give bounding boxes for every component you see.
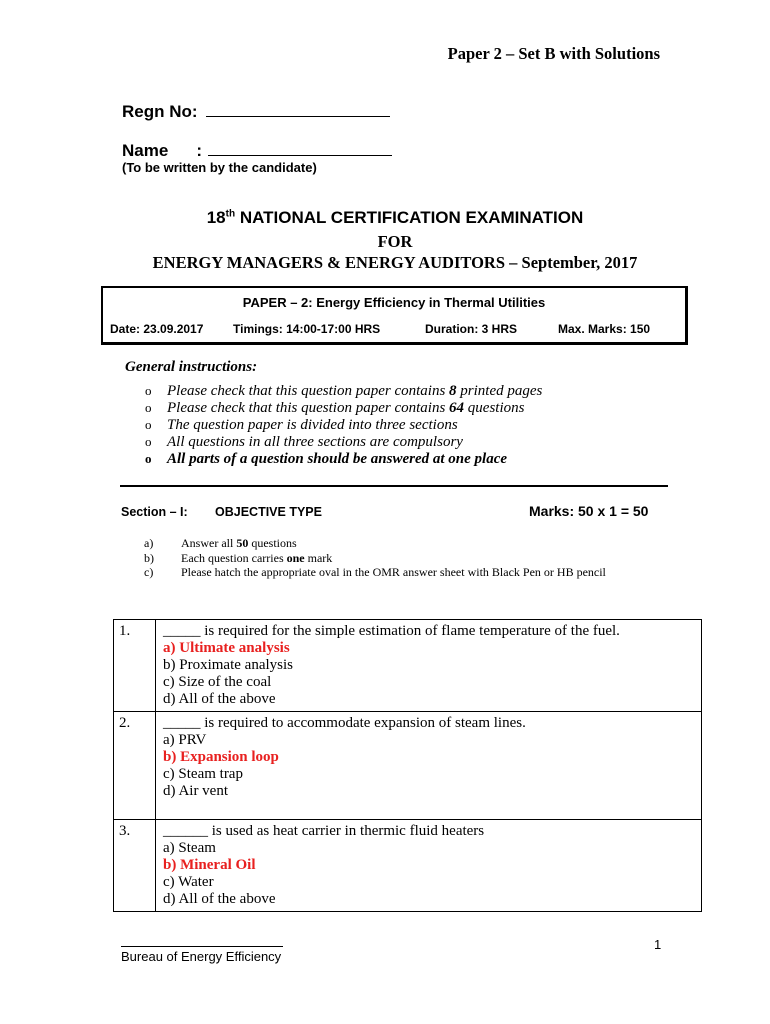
name-colon: :: [196, 141, 202, 160]
option-letter: c): [163, 874, 175, 890]
instruction-text: All parts of a question should be answered at one place: [167, 451, 508, 467]
general-instructions-heading: General instructions:: [125, 359, 258, 375]
exam-title-number: 18: [206, 208, 226, 227]
option-letter: a): [163, 732, 175, 748]
question-number: 1.: [114, 620, 156, 712]
instruction-text: Each question carries: [181, 550, 287, 565]
section-instruction-item: [144, 551, 606, 566]
exam-subtitle: ENERGY MANAGERS & ENERGY AUDITORS – September, 2017: [152, 253, 638, 272]
bullet-icon: o: [145, 417, 152, 432]
option-text: Size of the coal: [178, 674, 272, 690]
instruction-text-end: printed pages: [456, 383, 543, 399]
option-letter: d): [163, 783, 176, 799]
question-row: [114, 620, 702, 712]
regn-no-label: Regn No:: [122, 102, 198, 121]
question-text: ______ is used as heat carrier in thermic fluid heaters: [163, 823, 485, 839]
correct-option: [163, 640, 701, 657]
instruction-text: The question paper is divided into three sections: [167, 417, 458, 433]
option-letter: d): [163, 691, 176, 707]
option-text: Water: [178, 874, 214, 890]
instruction-letter: c): [144, 565, 154, 579]
page-number: 1: [654, 937, 662, 952]
candidate-note: (To be written by the candidate): [122, 160, 317, 175]
question-number: 2.: [114, 712, 156, 820]
section-divider: [120, 485, 668, 487]
questions-table: [113, 619, 702, 912]
option-letter: b): [163, 657, 176, 673]
footer-rule: [121, 946, 283, 947]
exam-timings: Timings: 14:00-17:00 HRS: [233, 322, 381, 336]
option: [163, 657, 701, 674]
exam-for: FOR: [377, 232, 413, 251]
footer-organization: Bureau of Energy Efficiency: [121, 949, 282, 964]
question-text: _____ is required to accommodate expansion of steam lines.: [163, 715, 526, 731]
section-label: Section – I:: [121, 505, 188, 519]
instruction-text: All questions in all three sections are compulsory: [167, 434, 463, 450]
bullet-icon: o: [145, 434, 152, 449]
bullet-icon: o: [145, 451, 152, 466]
option-text: Steam: [178, 840, 216, 856]
question-row: [114, 712, 702, 820]
option-letter: c): [163, 766, 175, 782]
question-text: _____ is required for the simple estimation of flame temperature of the fuel.: [163, 623, 620, 639]
correct-option: [163, 749, 701, 766]
option-letter: c): [163, 674, 175, 690]
option: [163, 691, 701, 708]
name-field: [122, 141, 392, 161]
regn-no-blank: [206, 104, 390, 117]
option-text: Proximate analysis: [179, 657, 293, 673]
instruction-text: Please check that this question paper contains: [167, 383, 450, 399]
exam-title-ordinal: th: [225, 208, 236, 220]
instruction-item: [145, 417, 542, 434]
paper-title: PAPER – 2: Energy Efficiency in Thermal Utilities: [242, 295, 546, 310]
name-label: Name: [122, 141, 169, 160]
section-instruction-item: [144, 536, 606, 551]
instruction-text: Please check that this question paper contains: [167, 400, 450, 416]
regn-no-field: [122, 102, 390, 122]
option-text: Ultimate analysis: [179, 640, 290, 656]
option: [163, 783, 701, 800]
option-text: PRV: [178, 732, 207, 748]
option: [163, 766, 701, 783]
option: [163, 840, 701, 857]
instruction-text-end: questions: [248, 536, 297, 550]
question-body: [156, 620, 702, 712]
instruction-emphasis: 50: [236, 536, 249, 550]
option-text: All of the above: [178, 691, 276, 707]
instruction-emphasis: 64: [449, 400, 465, 416]
option-letter: a): [163, 840, 175, 856]
option: [163, 674, 701, 691]
question-row: [114, 820, 702, 912]
paper-info-box: [101, 286, 688, 345]
bullet-icon: o: [145, 383, 152, 398]
instruction-text-end: questions: [464, 400, 525, 416]
option-text: All of the above: [178, 891, 276, 907]
option-text: Air vent: [178, 783, 229, 799]
question-body: [156, 820, 702, 912]
instruction-emphasis: 8: [449, 383, 457, 399]
option-letter: b): [163, 749, 177, 765]
instruction-item: [145, 383, 542, 400]
instruction-text: Please hatch the appropriate oval in the OMR answer sheet with Black Pen or HB pencil: [181, 565, 606, 579]
section-instructions: [144, 536, 606, 580]
section-instruction-item: [144, 565, 606, 580]
option: [163, 732, 701, 749]
option-text: Mineral Oil: [180, 857, 256, 873]
option-letter: a): [163, 640, 176, 656]
paper-set-title: Paper 2 – Set B with Solutions: [447, 44, 660, 63]
section-marks: Marks: 50 x 1 = 50: [529, 503, 649, 519]
instruction-item: [145, 434, 542, 451]
option-text: Expansion loop: [180, 749, 279, 765]
correct-option: [163, 857, 701, 874]
exam-date: Date: 23.09.2017: [110, 322, 204, 336]
exam-title-text: NATIONAL CERTIFICATION EXAMINATION: [235, 208, 584, 227]
option: [163, 891, 701, 908]
instruction-text-end: mark: [304, 550, 333, 565]
section-type: OBJECTIVE TYPE: [215, 505, 322, 519]
exam-title: [0, 208, 770, 228]
instruction-item: [145, 451, 542, 468]
instruction-letter: a): [144, 536, 154, 550]
instruction-emphasis: one: [286, 550, 305, 565]
instruction-text: Answer all: [181, 536, 237, 550]
question-number: 3.: [114, 820, 156, 912]
question-body: [156, 712, 702, 820]
exam-max-marks: Max. Marks: 150: [558, 322, 651, 336]
option-letter: d): [163, 891, 176, 907]
option-letter: b): [163, 857, 177, 873]
instruction-letter: b): [144, 550, 154, 565]
instruction-item: [145, 400, 542, 417]
exam-duration: Duration: 3 HRS: [425, 322, 518, 336]
general-instructions-list: [145, 383, 542, 468]
bullet-icon: o: [145, 400, 152, 415]
name-blank: [208, 143, 392, 156]
option-text: Steam trap: [178, 766, 243, 782]
option: [163, 874, 701, 891]
